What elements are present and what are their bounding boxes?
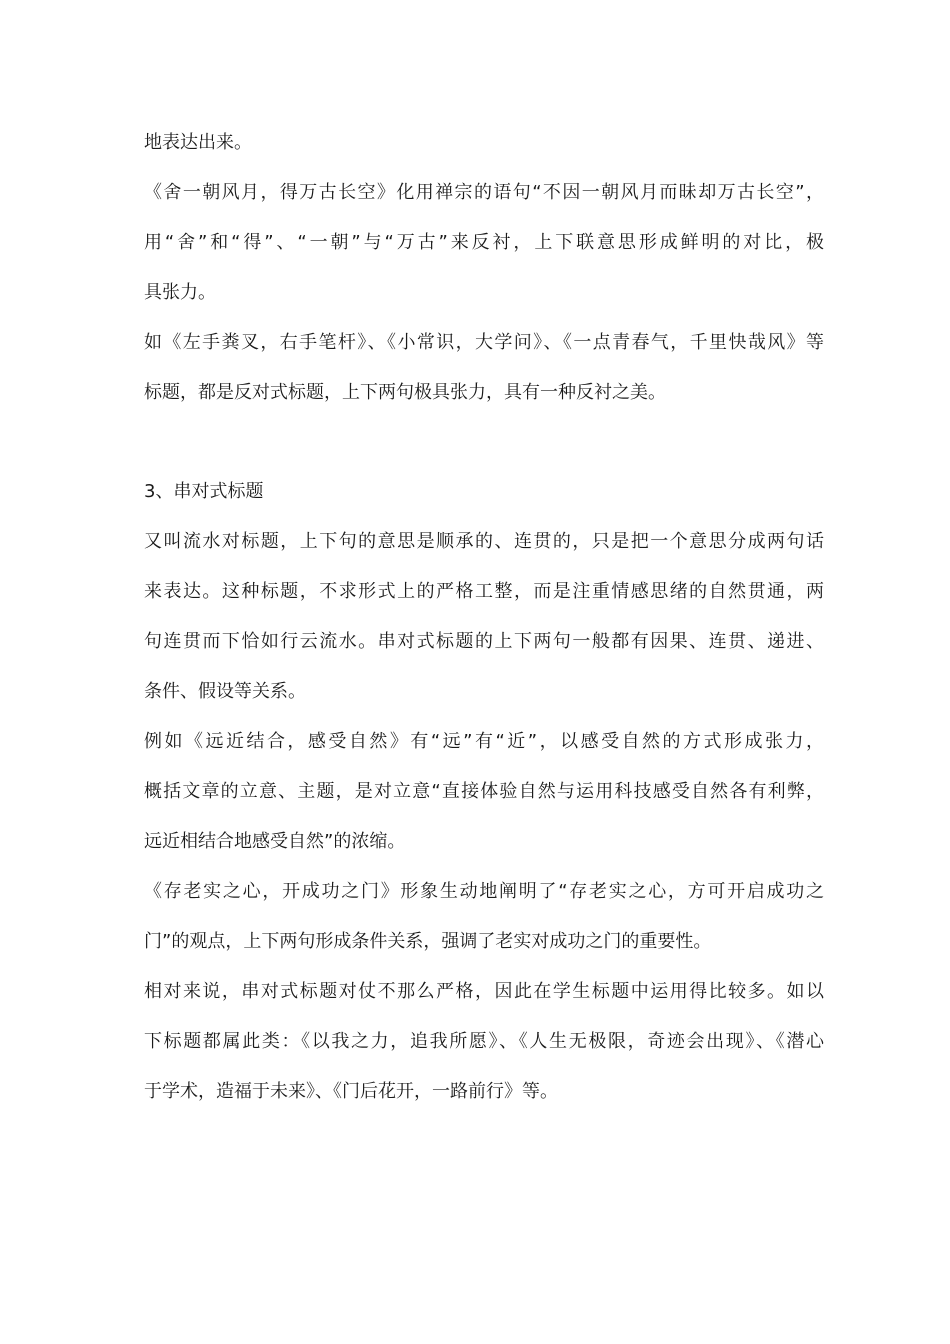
text-line: 如《左手粪叉，右手笔杆》、《小常识，大学问》、《一点青春气，千里快哉风》等 — [144, 332, 824, 353]
text-line: 又叫流水对标题，上下句的意思是顺承的、连贯的，只是把一个意思分成两句话 — [144, 531, 824, 552]
text-line: 句连贯而下恰如行云流水。串对式标题的上下两句一般都有因果、连贯、递进、 — [144, 631, 824, 652]
text-line: 远近相结合地感受自然”的浓缩。 — [144, 831, 406, 852]
text-line: 标题，都是反对式标题，上下两句极具张力，具有一种反衬之美。 — [144, 382, 666, 403]
document-body — [144, 118, 824, 1117]
text-line: 概括文章的立意、主题，是对立意“直接体验自然与运用科技感受自然各有利弊， — [144, 781, 824, 802]
text-line: 《存老实之心，开成功之门》形象生动地阐明了“存老实之心，方可开启成功之 — [144, 881, 824, 902]
text-line: 地表达出来。 — [144, 132, 252, 153]
text-line: 《舍一朝风月，得万古长空》化用禅宗的语句“不因一朝风月而昧却万古长空”， — [144, 182, 824, 203]
blank-line — [144, 418, 824, 467]
text-line: 来表达。这种标题，不求形式上的严格工整，而是注重情感思绪的自然贯通，两 — [144, 581, 824, 602]
text-line: 于学术，造福于未来》、《门后花开，一路前行》等。 — [144, 1081, 558, 1102]
text-line: 条件、假设等关系。 — [144, 681, 306, 702]
text-line: 相对来说，串对式标题对仗不那么严格，因此在学生标题中运用得比较多。如以 — [144, 981, 824, 1002]
text-line: 下标题都属此类：《以我之力，追我所愿》、《人生无极限，奇迹会出现》、《潜心 — [144, 1031, 824, 1052]
text-line: 用“舍”和“得”、“一朝”与“万古”来反衬，上下联意思形成鲜明的对比，极 — [144, 232, 824, 253]
text-line: 例如《远近结合，感受自然》有“远”有“近”，以感受自然的方式形成张力， — [144, 731, 824, 752]
text-line: 具张力。 — [144, 282, 216, 303]
text-line: 3、串对式标题 — [144, 481, 264, 502]
text-line: 门”的观点，上下两句形成条件关系，强调了老实对成功之门的重要性。 — [144, 931, 712, 952]
